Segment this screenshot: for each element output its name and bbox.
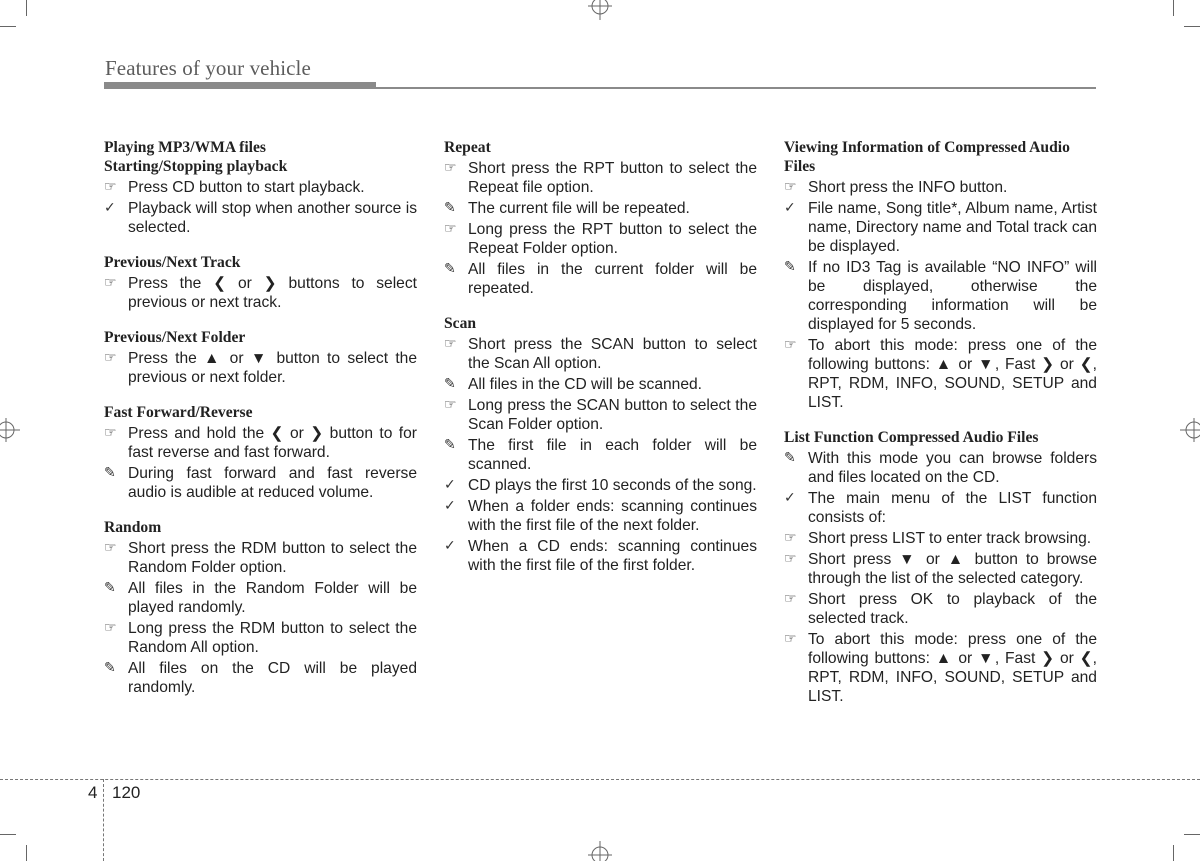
- list-item: [104, 579, 417, 617]
- header-rule-thick: [104, 82, 376, 89]
- pencil-note-icon: ✎: [784, 450, 796, 466]
- hand-pointer-icon: ☞: [104, 179, 117, 195]
- list-item-text: Short press the RDM button to select the Random Folder option.: [128, 540, 417, 576]
- list-item-text: Press the ▲ or ▼ button to select the previous or next folder.: [128, 350, 417, 386]
- list-item-text: Press CD button to start playback.: [128, 179, 365, 196]
- footer-rule: [0, 779, 1200, 780]
- list-item: [104, 274, 417, 312]
- list-item-text: Press and hold the ❮ or ❯ button to for fast reverse and fast forward.: [128, 425, 417, 461]
- list-item-text: The first file in each folder will be scanned.: [468, 437, 757, 473]
- section-heading: Viewing Information of Compressed Audio Files: [784, 139, 1070, 175]
- checkmark-icon: ✓: [784, 200, 796, 216]
- list-item-text: When a folder ends: scanning continues with the first file of the next folder.: [468, 498, 757, 534]
- hand-pointer-icon: ☞: [104, 425, 117, 441]
- list-item-text: Long press the RPT button to select the Repeat Folder option.: [468, 221, 757, 257]
- list-item-text: Short press OK to playback of the selected track.: [808, 591, 1097, 627]
- list-item: [784, 489, 1097, 527]
- list-item: [104, 199, 417, 237]
- pencil-note-icon: ✎: [444, 437, 456, 453]
- pencil-note-icon: ✎: [444, 261, 456, 277]
- list-item-text: File name, Song title*, Album name, Artist name, Directory name and Total track can be displayed.: [808, 200, 1097, 255]
- checkmark-icon: ✓: [444, 477, 456, 493]
- crop-mark: [0, 834, 16, 835]
- list-item-text: If no ID3 Tag is available “NO INFO” will be displayed, otherwise the corresponding information will be displayed for 5 seconds.: [808, 259, 1097, 333]
- crop-mark: [1184, 26, 1200, 27]
- column-right: [784, 138, 1097, 722]
- hand-pointer-icon: ☞: [104, 350, 117, 366]
- list-item: [104, 659, 417, 697]
- pencil-note-icon: ✎: [104, 580, 116, 596]
- list-item-text: All files in the Random Folder will be played randomly.: [128, 580, 417, 616]
- list-item: [104, 539, 417, 577]
- list-item: [784, 258, 1097, 334]
- pencil-note-icon: ✎: [444, 200, 456, 216]
- list-item: [784, 529, 1097, 548]
- hand-pointer-icon: ☞: [444, 336, 457, 352]
- section: [104, 328, 417, 387]
- section-heading: Repeat: [444, 139, 491, 156]
- list-item: [784, 630, 1097, 706]
- chapter-number: 4: [88, 783, 98, 802]
- list-item-text: CD plays the first 10 seconds of the song.: [468, 477, 757, 494]
- hand-pointer-icon: ☞: [784, 179, 797, 195]
- crop-mark: [0, 26, 16, 27]
- section-heading: Previous/Next Track: [104, 254, 241, 271]
- list-item: [444, 159, 757, 197]
- list-item-text: When a CD ends: scanning continues with the first file of the first folder.: [468, 538, 757, 574]
- list-item-text: Long press the RDM button to select the Random All option.: [128, 620, 417, 656]
- list-item-text: All files on the CD will be played randomly.: [128, 660, 417, 696]
- list-item-text: With this mode you can browse folders and files located on the CD.: [808, 450, 1097, 486]
- section-heading: List Function Compressed Audio Files: [784, 429, 1039, 446]
- crop-mark: [1173, 845, 1174, 861]
- section-heading: Starting/Stopping playback: [104, 158, 288, 175]
- crop-mark: [1173, 0, 1174, 16]
- hand-pointer-icon: ☞: [784, 631, 797, 647]
- column-left: [104, 138, 417, 713]
- list-item-text: Short press ▼ or ▲ button to browse through the list of the selected category.: [808, 551, 1097, 587]
- list-item-text: Press the ❮ or ❯ buttons to select previous or next track.: [128, 275, 417, 311]
- hand-pointer-icon: ☞: [444, 397, 457, 413]
- section: [444, 138, 757, 298]
- header-rule-thin: [376, 87, 1096, 89]
- list-item: [784, 199, 1097, 256]
- hand-pointer-icon: ☞: [784, 337, 797, 353]
- registration-target-icon: [586, 0, 614, 20]
- hand-pointer-icon: ☞: [444, 160, 457, 176]
- list-item: [104, 619, 417, 657]
- column-middle: [444, 138, 757, 591]
- list-item: [444, 335, 757, 373]
- list-item-text: Short press the INFO button.: [808, 179, 1008, 196]
- section: [104, 403, 417, 502]
- list-item-text: Short press LIST to enter track browsing.: [808, 530, 1092, 547]
- page-number: 120: [112, 783, 141, 802]
- registration-target-icon: [0, 416, 20, 444]
- pencil-note-icon: ✎: [104, 660, 116, 676]
- list-item-text: During fast forward and fast reverse audio is audible at reduced volume.: [128, 465, 417, 501]
- checkmark-icon: ✓: [444, 538, 456, 554]
- hand-pointer-icon: ☞: [784, 530, 797, 546]
- list-item: [104, 178, 417, 197]
- crop-mark: [26, 845, 27, 861]
- section: [784, 138, 1097, 412]
- footer-divider: [103, 779, 104, 861]
- checkmark-icon: ✓: [444, 498, 456, 514]
- section-heading: Random: [104, 519, 162, 536]
- page-header-title: Features of your vehicle: [105, 56, 311, 80]
- list-item-text: The main menu of the LIST function consists of:: [808, 490, 1097, 526]
- pencil-note-icon: ✎: [444, 376, 456, 392]
- list-item: [444, 375, 757, 394]
- hand-pointer-icon: ☞: [104, 275, 117, 291]
- section-heading: Scan: [444, 315, 477, 332]
- hand-pointer-icon: ☞: [784, 551, 797, 567]
- list-item-text: To abort this mode: press one of the following buttons: ▲ or ▼, Fast ❯ or ❮, RPT, RDM, INFO, SOUND, SETUP and LIST.: [808, 337, 1097, 411]
- list-item: [444, 220, 757, 258]
- registration-target-icon: [586, 841, 614, 861]
- hand-pointer-icon: ☞: [104, 540, 117, 556]
- hand-pointer-icon: ☞: [784, 591, 797, 607]
- list-item-text: Playback will stop when another source is selected.: [128, 200, 417, 236]
- list-item: [444, 476, 757, 495]
- crop-mark: [26, 0, 27, 16]
- list-item: [104, 349, 417, 387]
- hand-pointer-icon: ☞: [104, 620, 117, 636]
- crop-mark: [1184, 834, 1200, 835]
- hand-pointer-icon: ☞: [444, 221, 457, 237]
- list-item-text: All files in the CD will be scanned.: [468, 376, 703, 393]
- list-item-text: All files in the current folder will be repeated.: [468, 261, 757, 297]
- list-item: [444, 537, 757, 575]
- section: [104, 138, 417, 237]
- pencil-note-icon: ✎: [784, 259, 796, 275]
- list-item-text: Short press the SCAN button to select the Scan All option.: [468, 336, 757, 372]
- list-item: [784, 336, 1097, 412]
- section: [444, 314, 757, 575]
- section: [104, 518, 417, 697]
- list-item: [444, 260, 757, 298]
- list-item: [444, 396, 757, 434]
- section-heading: Previous/Next Folder: [104, 329, 246, 346]
- section-heading: Playing MP3/WMA files: [104, 139, 266, 156]
- list-item-text: Short press the RPT button to select the Repeat file option.: [468, 160, 757, 196]
- list-item: [784, 178, 1097, 197]
- list-item: [444, 497, 757, 535]
- list-item: [784, 590, 1097, 628]
- pencil-note-icon: ✎: [104, 465, 116, 481]
- list-item: [444, 199, 757, 218]
- list-item: [784, 550, 1097, 588]
- list-item: [784, 449, 1097, 487]
- registration-target-icon: [1180, 416, 1200, 444]
- list-item: [104, 464, 417, 502]
- list-item-text: To abort this mode: press one of the following buttons: ▲ or ▼, Fast ❯ or ❮, RPT, RDM, INFO, SOUND, SETUP and LIST.: [808, 631, 1097, 705]
- checkmark-icon: ✓: [784, 490, 796, 506]
- section: [784, 428, 1097, 706]
- section: [104, 253, 417, 312]
- list-item-text: Long press the SCAN button to select the Scan Folder option.: [468, 397, 757, 433]
- section-heading: Fast Forward/Reverse: [104, 404, 253, 421]
- list-item-text: The current file will be repeated.: [468, 200, 690, 217]
- checkmark-icon: ✓: [104, 200, 116, 216]
- list-item: [104, 424, 417, 462]
- list-item: [444, 436, 757, 474]
